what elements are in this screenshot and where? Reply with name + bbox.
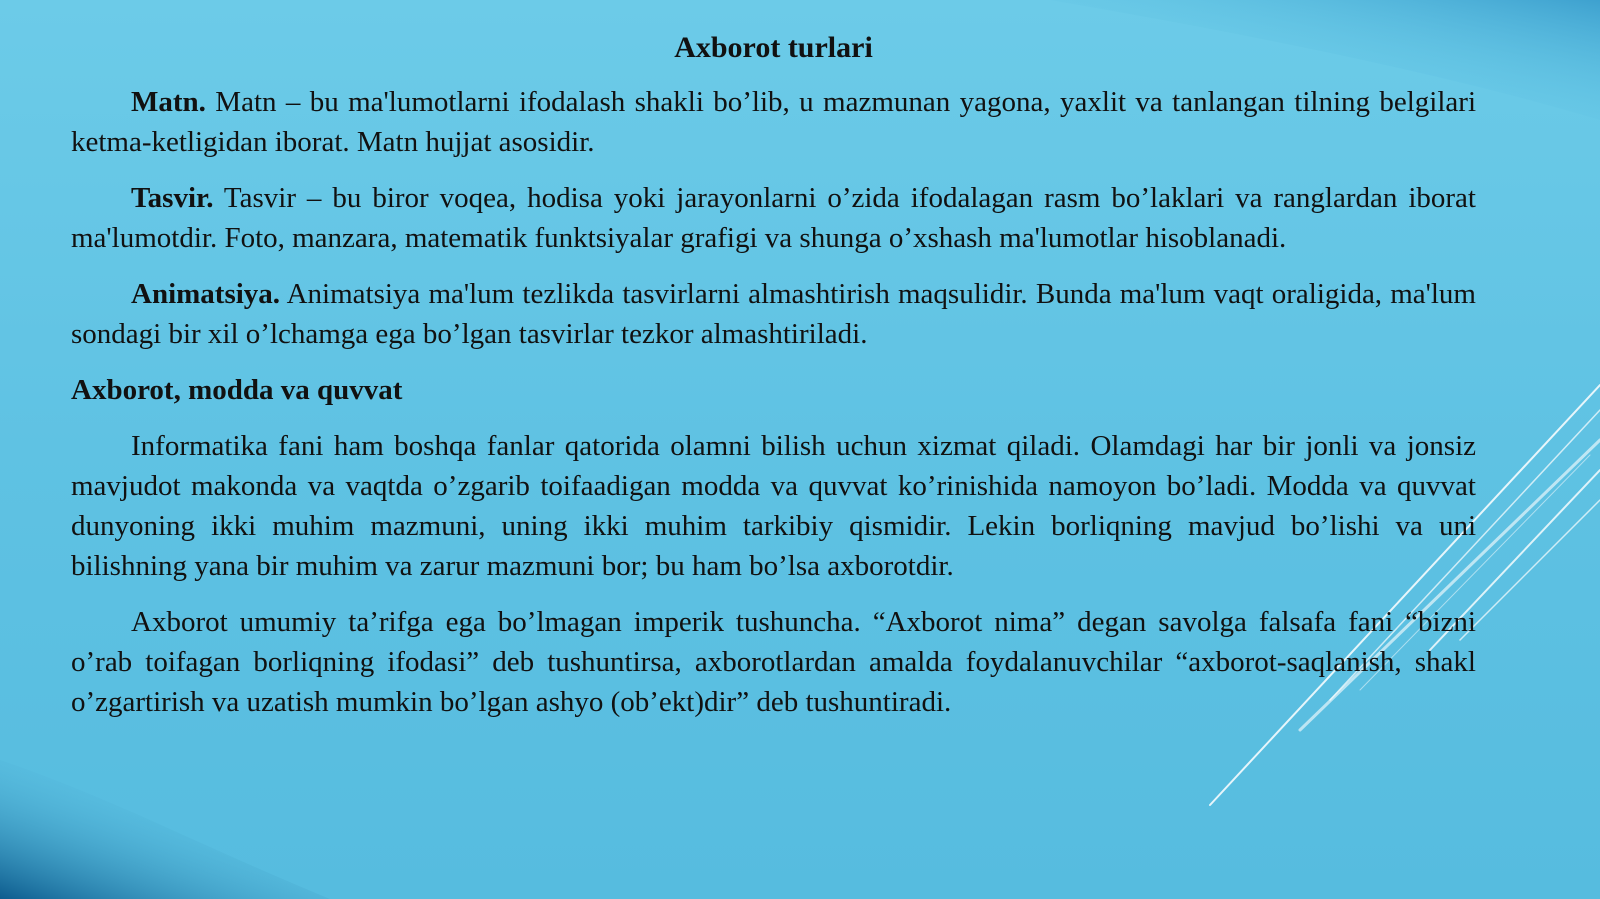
- body-paragraph: Informatika fani ham boshqa fanlar qatorida olamni bilish uchun xizmat qiladi. Olamdagi har bir jonli va jonsiz mavjudot makonda va vaqtda o’zgarib toifaadigan modda va quvvat ko’rinishida namoyon bo’ladi. Modda va quvvat dunyoning ikki muhim mazmuni, uning ikki muhim tarkibiy qismidir. Lekin borliqning mavjud bo’lishi va uni bilishning yana bir muhim va zarur mazmuni bor; bu ham bo’lsa axborotdir.: [71, 430, 1476, 582]
- paragraph-lead: Tasvir.: [131, 182, 214, 214]
- paragraph-text: Tasvir – bu biror voqea, hodisa yoki jarayonlarni o’zida ifodalagan rasm bo’laklari va ranglardan iborat ma'lumotdir. Foto, manzara, matematik funktsiyalar grafigi va shunga o’xshash ma'lumotlar hisoblanadi.: [71, 182, 1476, 254]
- slide-title: Axborot turlari: [674, 31, 873, 64]
- paragraph-matn: [71, 82, 1476, 162]
- bottom-left-swoosh: [0, 760, 330, 899]
- paragraph-text: Animatsiya ma'lum tezlikda tasvirlarni almashtirish maqsulidir. Bunda ma'lum vaqt oraligida, ma'lum sondagi bir xil o’lchamga ega bo’lgan tasvirlar tezkor almashtiriladi.: [71, 278, 1476, 350]
- paragraph-text: Matn – bu ma'lumotlarni ifodalash shakli bo’lib, u mazmunan yagona, yaxlit va tanlangan tilning belgilari ketma-ketligidan iborat. Matn hujjat asosidir.: [71, 86, 1476, 158]
- body-paragraph: Axborot umumiy ta’rifga ega bo’lmagan imperik tushuncha. “Axborot nima” degan savolga falsafa fani “bizni o’rab toifagan borliqning ifodasi” deb tushuntirsa, axborotlardan amalda foydalanuvchilar “axborot-saqlanish, shakl o’zgartirish va uzatish mumkin bo’lgan ashyo (ob’ekt)dir” deb tushuntiradi.: [71, 606, 1476, 718]
- paragraph-lead: Matn.: [131, 86, 206, 118]
- paragraph-animatsiya: [71, 274, 1476, 354]
- paragraph-lead: Animatsiya.: [131, 278, 281, 310]
- section-subheading: Axborot, modda va quvvat: [71, 374, 403, 406]
- paragraph-tasvir: [71, 178, 1476, 258]
- slide-content: [71, 24, 1476, 738]
